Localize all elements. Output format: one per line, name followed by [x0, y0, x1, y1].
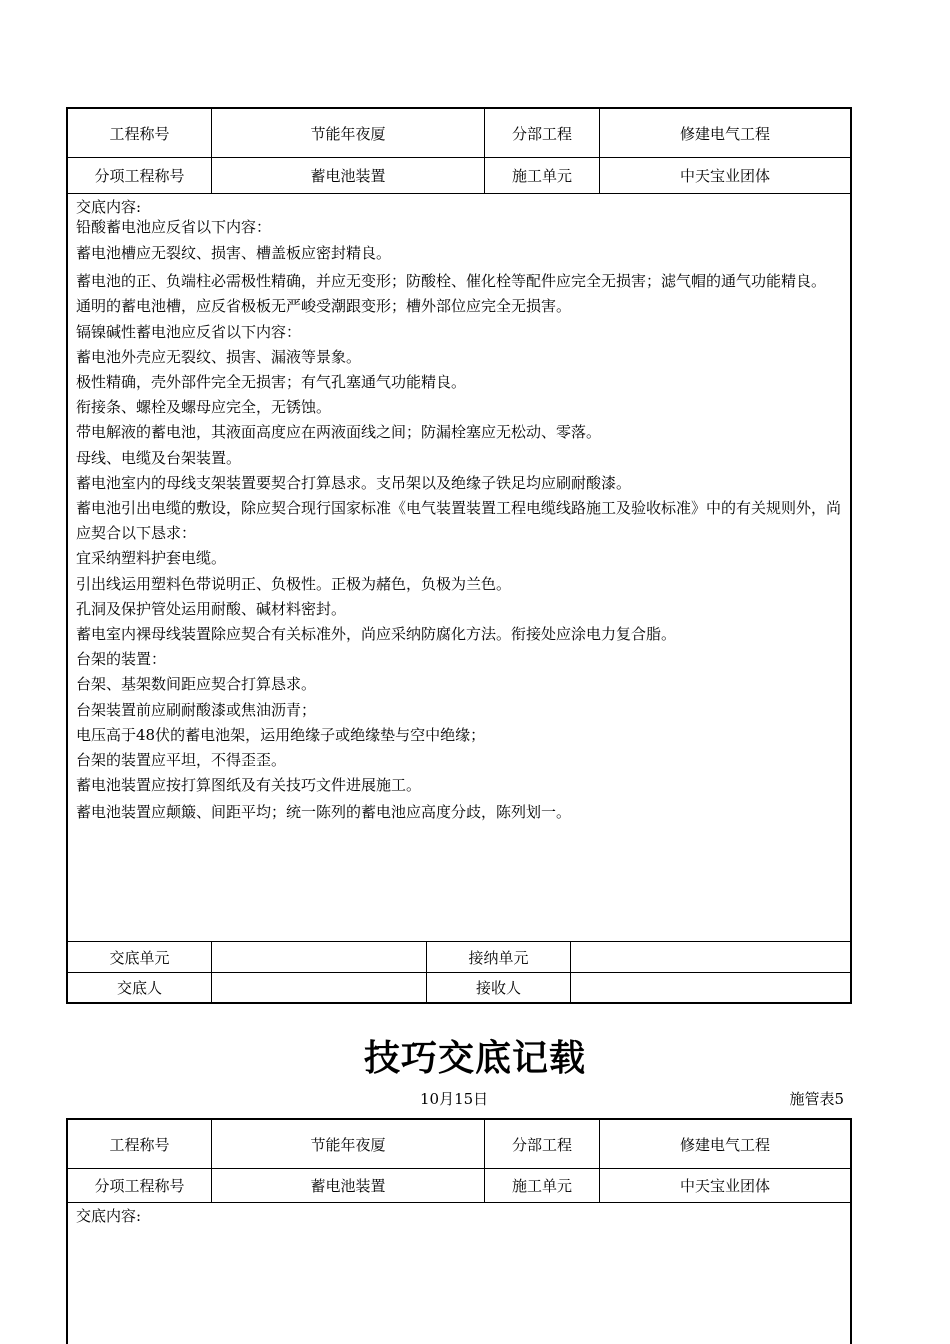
issuer-unit-value: [212, 942, 427, 972]
content-line: 蓄电池槽应无裂纹、损害、槽盖板应密封精良。: [76, 244, 392, 262]
record-title: 技巧交底记载: [363, 1038, 586, 1079]
receiver-unit-value: [571, 942, 850, 972]
content-line: 宜采纳塑料护套电缆。: [76, 549, 227, 568]
record-table-2: [66, 1118, 852, 1344]
contractor-label: 施工单元: [485, 158, 600, 193]
content-line: 台架的装置应平坦，不得歪歪。: [76, 751, 287, 770]
division-value: 修建电气工程: [679, 1135, 770, 1154]
footer-row-person: [68, 973, 850, 1002]
content-line: 铅酸蓄电池应反省以下内容：: [76, 218, 272, 236]
project-name-value: 节能年夜厦: [212, 1120, 485, 1168]
content-line: 蓄电池装置应颠簸、间距平均；统一陈列的蓄电池应高度分歧，陈列划一。: [76, 803, 572, 822]
content-line: 蓄电池引出电缆的敷设，除应契合现行国家标准《电气装置装置工程电缆线路施工及验收标准》中的有关规则外，尚应契合以下恳求：: [76, 499, 842, 543]
content-line: 电压高于48伏的蓄电池架，运用绝缘子或绝缘垫与空中绝缘；: [76, 725, 486, 744]
content-area: [68, 194, 850, 942]
record-table-1: [66, 107, 852, 1004]
header-row-project: [68, 1120, 850, 1169]
project-name-label: 工程称号: [68, 109, 212, 157]
content-body-2: [68, 1203, 850, 1226]
content-line: 镉镍碱性蓄电池应反省以下内容：: [76, 322, 302, 341]
content-line: 极性精确，壳外部件完全无损害；有气孔塞通气功能精良。: [76, 373, 467, 392]
issuer-person-value: [212, 973, 427, 1002]
header-row-subitem: [68, 158, 850, 194]
content-label: 交底内容:: [76, 1207, 142, 1225]
receiver-person-value: [571, 973, 850, 1002]
receiver-unit-label: 接纳单元: [427, 942, 571, 972]
contractor-value: 中天宝业团体: [679, 1177, 770, 1195]
division-label: 分部工程: [485, 109, 600, 157]
division-label: 分部工程: [485, 1120, 600, 1168]
contractor-value: 中天宝业团体: [679, 167, 770, 185]
content-line: 台架、基架数间距应契合打算恳求。: [76, 675, 317, 694]
record-date: 10月15日: [420, 1090, 489, 1108]
content-line: 蓄电室内裸母线装置除应契合有关标准外，尚应采纳防腐化方法。衔接处应涂电力复合脂。: [76, 625, 677, 644]
content-line: 蓄电池的正、负端柱必需极性精确，并应无变形；防酸栓、催化栓等配件应完全无损害；滤气帽的通气功能精良。: [76, 272, 827, 291]
receiver-person-label: 接收人: [427, 973, 571, 1002]
header-row-project: [68, 109, 850, 158]
subitem-label: 分项工程称号: [68, 158, 212, 193]
subitem-value: 蓄电池装置: [212, 1169, 485, 1202]
form-number: 施管表5: [789, 1090, 844, 1108]
content-line: 孔洞及保护管处运用耐酸、碱材料密封。: [76, 599, 347, 618]
content-line: 母线、电缆及台架装置。: [76, 448, 242, 467]
project-name-label: 工程称号: [68, 1120, 212, 1168]
content-line: 蓄电池外壳应无裂纹、损害、漏液等景象。: [76, 347, 362, 366]
project-name-value: 节能年夜厦: [212, 109, 485, 157]
subitem-label: 分项工程称号: [68, 1169, 212, 1202]
content-line: 带电解液的蓄电池，其液面高度应在两液面线之间；防漏栓塞应无松动、零落。: [76, 423, 602, 442]
content-line: 衔接条、螺栓及螺母应完全，无锈蚀。: [76, 398, 332, 417]
subitem-value: 蓄电池装置: [212, 158, 485, 193]
content-line: 台架装置前应刷耐酸漆或焦油沥青；: [76, 700, 317, 719]
contractor-label: 施工单元: [485, 1169, 600, 1202]
content-body: [68, 194, 850, 826]
issuer-person-label: 交底人: [68, 973, 212, 1002]
header-row-subitem: [68, 1169, 850, 1203]
content-line: 蓄电池室内的母线支架装置要契合打算恳求。支吊架以及绝缘子铁足均应刷耐酸漆。: [76, 473, 632, 492]
content-line: 引出线运用塑料色带说明正、负极性。正极为赭色，负极为兰色。: [76, 574, 512, 593]
content-line: 通明的蓄电池槽，应反省极板无严峻受潮跟变形；槽外部位应完全无损害。: [76, 297, 572, 316]
division-value: 修建电气工程: [679, 124, 770, 143]
content-label: 交底内容:: [76, 198, 142, 216]
content-line: 蓄电池装置应按打算图纸及有关技巧文件进展施工。: [76, 776, 422, 795]
footer-row-unit: [68, 942, 850, 973]
content-line: 台架的装置：: [76, 650, 167, 669]
issuer-unit-label: 交底单元: [68, 942, 212, 972]
